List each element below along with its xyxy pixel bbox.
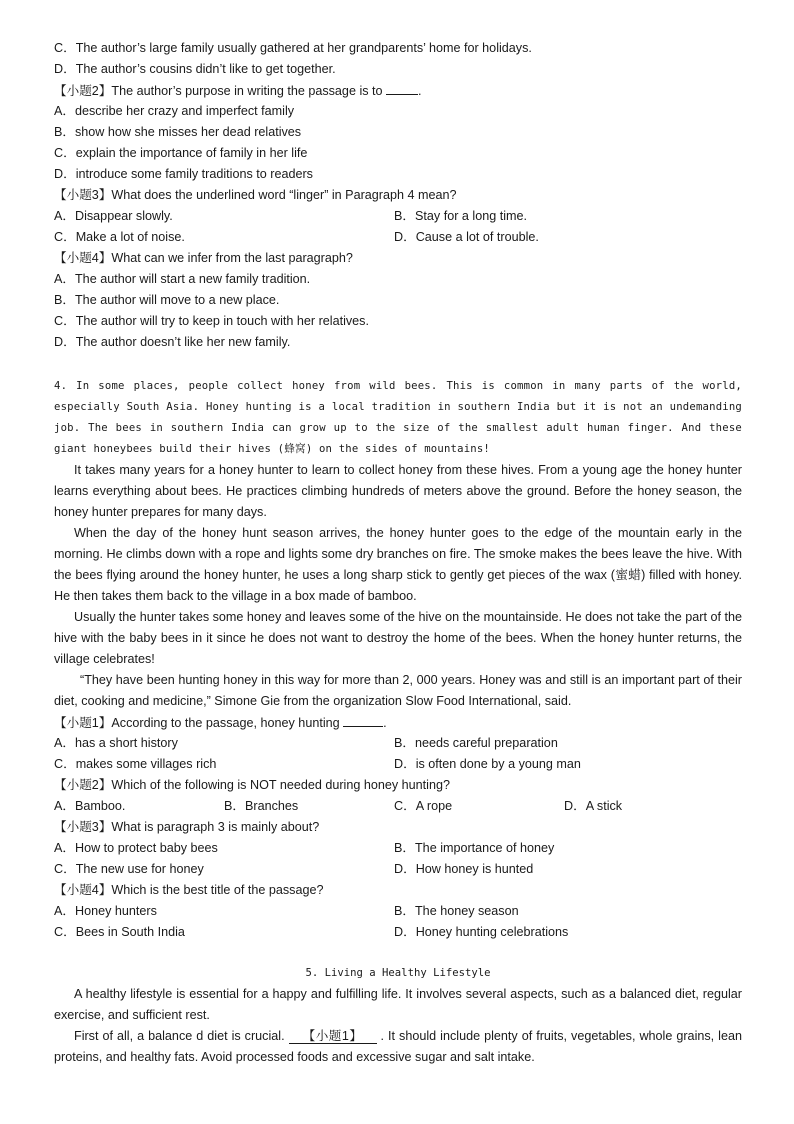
options-row — [54, 754, 742, 775]
option-d: D．A stick — [564, 799, 623, 813]
question-stem: 【小题1】According to the passage, honey hunting — [54, 716, 340, 730]
option-b: B．The honey season — [394, 904, 519, 918]
sub-question-4: 【小题4】Which is the best title of the passage? — [54, 883, 324, 897]
option-a: A．Bamboo. — [54, 799, 126, 813]
sub-question-3: 【小题3】What is paragraph 3 is mainly about? — [54, 820, 320, 834]
passage-intro: 4. In some places, people collect honey from wild bees. This is common in many parts of the world, especially South Asia. Honey hunting is a local tradition in southern India but it is not an undemanding job. The bees in southern India can grow up to the size of the smallest adult human finger. And these giant honeybees build their hives (蜂窝) on the sides of mountains! — [54, 380, 742, 455]
option-b: B．show how she misses her dead relatives — [54, 125, 302, 139]
option-b: B．The importance of honey — [394, 841, 555, 855]
option-c: C．Bees in South India — [54, 925, 185, 939]
question-stem: 【小题2】The author’s purpose in writing the passage is to — [54, 84, 383, 98]
answer-blank — [343, 712, 383, 727]
options-row — [54, 796, 742, 817]
options-row — [54, 922, 742, 943]
option-a: A．How to protect baby bees — [54, 841, 218, 855]
spacer — [54, 943, 742, 963]
option-c: C．Make a lot of noise. — [54, 230, 185, 244]
option-b: B．needs careful preparation — [394, 736, 558, 750]
option-c: C．The author will try to keep in touch with her relatives. — [54, 314, 369, 328]
options-row — [54, 227, 742, 248]
option-d: D．is often done by a young man — [394, 757, 581, 771]
option-c: C．explain the importance of family in her life — [54, 146, 308, 160]
passage-title: 5. Living a Healthy Lifestyle — [305, 967, 491, 979]
spacer — [54, 353, 742, 376]
options-row — [54, 859, 742, 880]
paragraph-text: First of all, a balance d diet is crucial. — [74, 1029, 289, 1043]
options-row — [54, 733, 742, 754]
option-d: D．introduce some family traditions to readers — [54, 167, 313, 181]
option-b: B．Branches — [224, 799, 299, 813]
sub-question-4: 【小题4】What can we infer from the last paragraph? — [54, 251, 353, 265]
sub-question-1 — [54, 712, 742, 733]
option-a: A．Honey hunters — [54, 904, 157, 918]
passage-paragraph: “They have been hunting honey in this way for more than 2, 000 years. Honey was and still is an important part of their diet, cooking and medicine,” Simone Gie from the organization Slow Food International, said. — [54, 673, 742, 708]
sub-question-2: 【小题2】Which of the following is NOT needed during honey hunting? — [54, 778, 450, 792]
stem-end: . — [383, 716, 387, 730]
option-d: D．How honey is hunted — [394, 862, 534, 876]
answer-blank — [386, 80, 418, 95]
option-c: C．The author’s large family usually gathered at her grandparents’ home for holidays. — [54, 41, 532, 55]
stem-end: . — [418, 84, 422, 98]
option-a: A．Disappear slowly. — [54, 209, 173, 223]
option-b: B．Stay for a long time. — [394, 209, 527, 223]
document-page — [54, 38, 742, 1068]
option-c: C．A rope — [394, 799, 453, 813]
option-d: D．The author’s cousins didn’t like to get together. — [54, 62, 336, 76]
sub-question-2 — [54, 80, 742, 101]
passage-paragraph: Usually the hunter takes some honey and leaves some of the hive on the mountainside. He does not take the part of the hive with the baby bees in it since he does not want to destroy the home of the bees. When the honey hunter returns, the village celebrates! — [54, 610, 742, 666]
option-a: A．The author will start a new family tradition. — [54, 272, 311, 286]
option-a: A．has a short history — [54, 736, 178, 750]
passage-paragraph: When the day of the honey hunt season arrives, the honey hunter goes to the edge of the mountain early in the morning. He climbs down with a rope and lights some dry branches on fire. The smoke makes the bees leave the hive. With the bees flying around the honey hunter, he uses a long sharp stick to gently get pieces of the wax (蜜蜡) filled with honey. He then takes them back to the village in a box made of bamboo. — [54, 526, 742, 603]
passage-paragraph: A healthy lifestyle is essential for a happy and fulfilling life. It involves several aspects, such as a balanced diet, regular exercise, and sufficient rest. — [54, 987, 742, 1022]
passage-paragraph: It takes many years for a honey hunter to learn to collect honey from these hives. From a young age the honey hunter learns everything about bees. He practices climbing hundreds of meters above the ground. Before the honey season, the honey hunter prepares for many days. — [54, 463, 742, 519]
option-b: B．The author will move to a new place. — [54, 293, 280, 307]
option-d: D．The author doesn’t like her new family. — [54, 335, 291, 349]
option-c: C．makes some villages rich — [54, 757, 217, 771]
option-a: A．describe her crazy and imperfect family — [54, 104, 295, 118]
passage-paragraph — [54, 1026, 742, 1068]
answer-blank: 【小题1】 — [289, 1029, 377, 1044]
options-row — [54, 901, 742, 922]
paragraph-text: . It should include plenty of fruits, vegetables, whole grains, lean proteins, and healthy fats. Avoid processed foods and excessive sugar and salt intake. — [54, 1029, 742, 1064]
options-row — [54, 206, 742, 227]
option-c: C．The new use for honey — [54, 862, 204, 876]
option-d: D．Cause a lot of trouble. — [394, 230, 539, 244]
sub-question-3: 【小题3】What does the underlined word “linger” in Paragraph 4 mean? — [54, 188, 457, 202]
option-d: D．Honey hunting celebrations — [394, 925, 569, 939]
options-row — [54, 838, 742, 859]
